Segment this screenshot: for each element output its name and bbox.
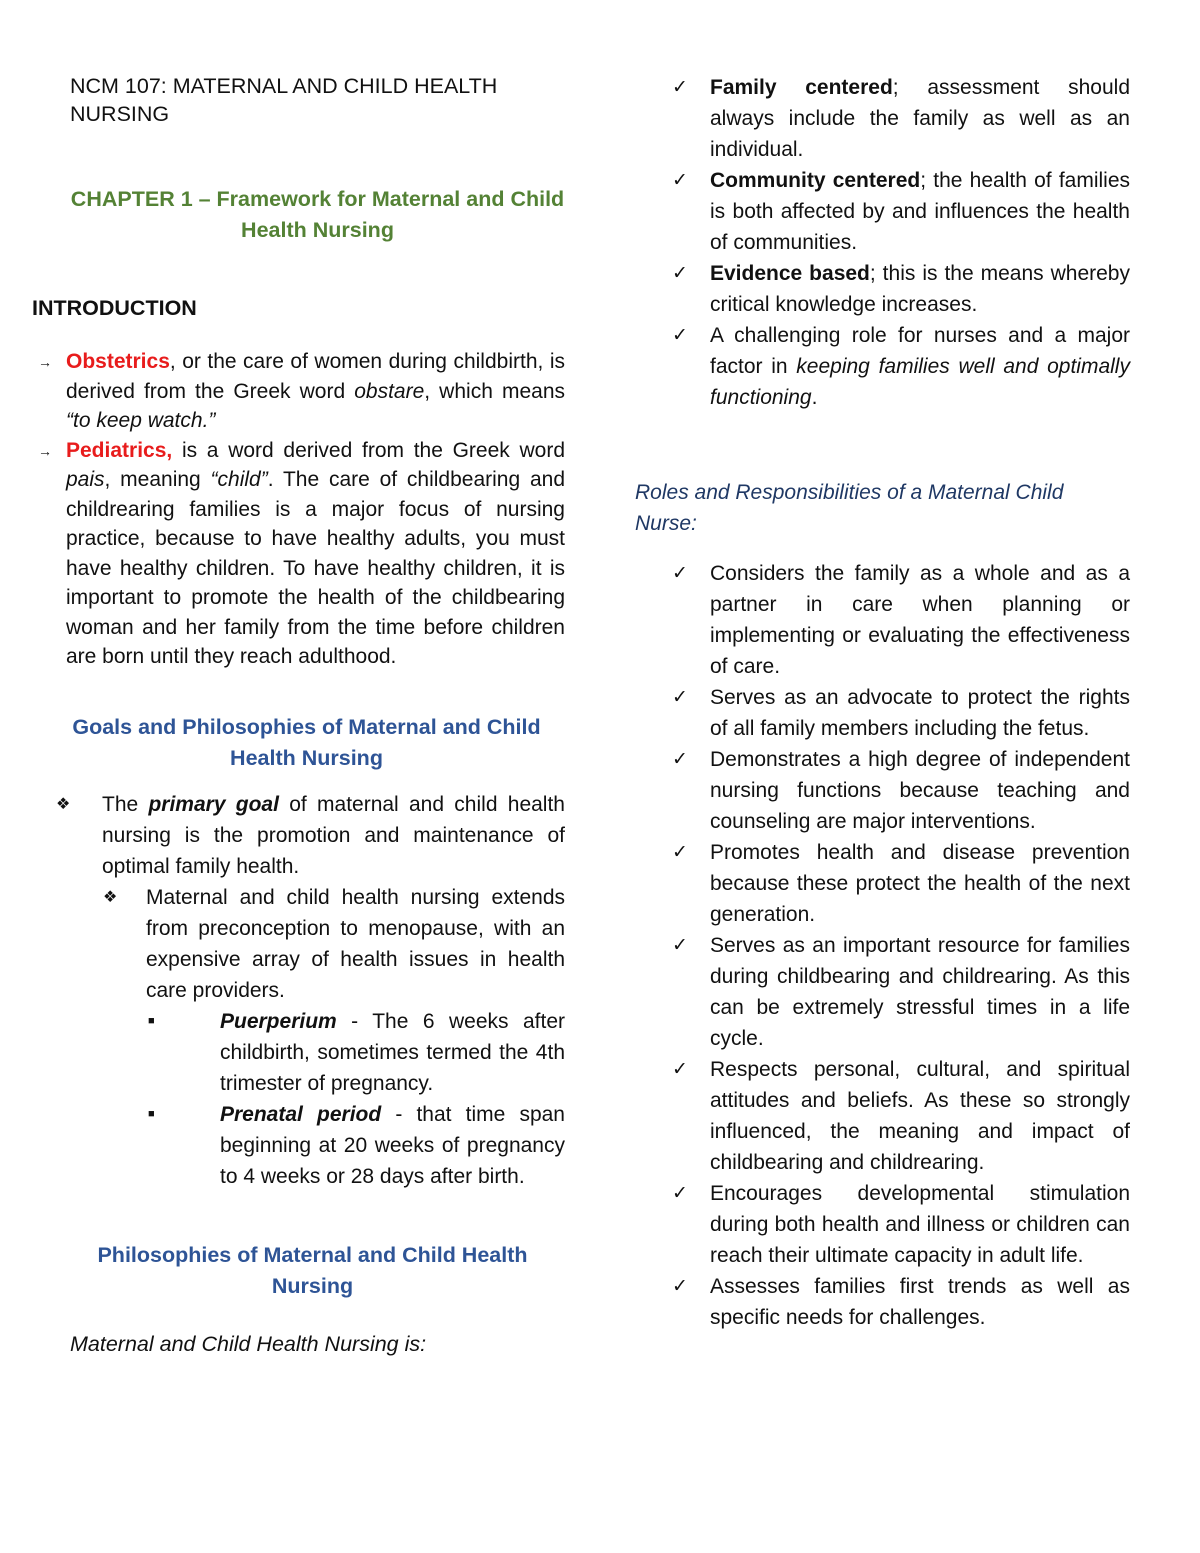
list-item: ✓ Demonstrates a high degree of independent nursing functions because teaching and counseling are major interventions. [668,744,1130,837]
list-item-challenging-role: ✓ A challenging role for nurses and a major factor in keeping families well and optimally functioning. [668,320,1130,413]
course-title: NCM 107: MATERNAL AND CHILD HEALTH NURSING [70,74,498,126]
introduction-heading: INTRODUCTION [32,296,197,320]
checkmark-icon: ✓ [672,563,688,584]
pediatrics-text: Pediatrics, is a word derived from the Greek word pais, meaning “child”. The care of childbearing and childrearing families is a major focus of nursing practice, because to have healthy adults, you must have healthy children. To have healthy children, it is important to promote the health of the childbearing woman and her family from the time before children are born until they reach adulthood. [66,438,566,668]
term-pediatrics: Pediatrics, [66,438,173,462]
word-meaning: “to keep watch.” [66,409,216,432]
checkmark-icon: ✓ [672,263,688,284]
philosophies-intro: Maternal and Child Health Nursing is: [70,1331,427,1356]
arrow-bullet-icon: → [38,442,52,459]
checkmark-icon: ✓ [672,842,688,863]
philosophies-list [668,72,1130,413]
list-item: ✓ Promotes health and disease prevention because these protect the health of the next generation. [668,837,1130,930]
checkmark-icon: ✓ [672,1059,688,1080]
obstetrics-text: Obstetrics, or the care of women during childbirth, is derived from the Greek word obstare, which means “to keep watch.” [66,350,565,432]
term-obstetrics: Obstetrics [66,350,170,373]
goals-heading: Goals and Philosophies of Maternal and Child Health Nursing [72,714,541,770]
checkmark-icon: ✓ [672,935,688,956]
list-item-evidence-based: ✓ Evidence based; this is the means whereby critical knowledge increases. [668,258,1130,320]
list-item: ✓ Serves as an advocate to protect the rights of all family members including the fetus. [668,682,1130,744]
checkmark-icon: ✓ [672,77,688,98]
square-bullet-icon: ■ [148,1014,155,1027]
checkmark-icon: ✓ [672,325,688,346]
list-item-puerperium [140,1006,565,1099]
checkmark-icon: ✓ [672,1183,688,1204]
right-column [635,72,1131,1333]
puerperium-text: Puerperium - The 6 weeks after childbirth, sometimes termed the 4th trimester of pregnancy. [220,1009,565,1095]
list-item-primary-goal [52,789,565,882]
roles-list [668,558,1130,1333]
diamond-bullet-icon: ❖ [56,795,71,813]
greek-word: obstare [354,379,425,403]
list-item-family-centered: ✓ Family centered; assessment should always include the family as well as an individual. [668,72,1130,165]
checkmark-icon: ✓ [672,687,688,708]
checkmark-icon: ✓ [672,170,688,191]
list-item: ✓ Considers the family as a whole and as a partner in care when planning or implementing or evaluating the effectiveness of care. [668,558,1130,682]
list-item: ✓ Serves as an important resource for families during childbearing and childrearing. As this can be extremely stressful times in a life cycle. [668,930,1130,1054]
list-item: ✓ Assesses families first trends as well as specific needs for challenges. [668,1271,1130,1333]
list-item-pediatrics [32,436,565,672]
list-item: ✓ Respects personal, cultural, and spiritual attitudes and beliefs. As these so strongly influenced, the meaning and impact of childbearing and childrearing. [668,1054,1130,1178]
list-item-obstetrics [32,347,565,436]
philosophies-heading: Philosophies of Maternal and Child Health Nursing [97,1242,528,1298]
introduction-list [32,347,565,672]
primary-goal-text: The primary goal of maternal and child health nursing is the promotion and maintenance of optimal family health. [102,792,565,878]
checkmark-icon: ✓ [672,749,688,770]
list-item-scope [97,882,565,1006]
square-bullet-icon: ■ [148,1107,155,1120]
greek-word: pais [66,468,105,491]
list-item-community-centered: ✓ Community centered; the health of families is both affected by and influences the health of communities. [668,165,1130,258]
word-meaning: “child” [210,468,268,491]
prenatal-period-text: Prenatal period - that time span beginning at 20 weeks of pregnancy to 4 weeks or 28 days after birth. [220,1102,565,1188]
list-item: ✓ Encourages developmental stimulation during both health and illness or children can reach their ultimate capacity in adult life. [668,1178,1130,1271]
left-column [32,72,566,1360]
scope-text: Maternal and child health nursing extends from preconception to menopause, with an expensive array of health issues in health care providers. [146,885,565,1002]
diamond-bullet-icon: ❖ [103,888,118,906]
roles-heading: Roles and Responsibilities of a Maternal Child Nurse: [635,481,1064,535]
chapter-title: CHAPTER 1 – Framework for Maternal and Child Health Nursing [70,187,565,242]
arrow-bullet-icon: → [38,354,52,370]
checkmark-icon: ✓ [672,1276,688,1297]
list-item-prenatal-period [140,1099,565,1192]
